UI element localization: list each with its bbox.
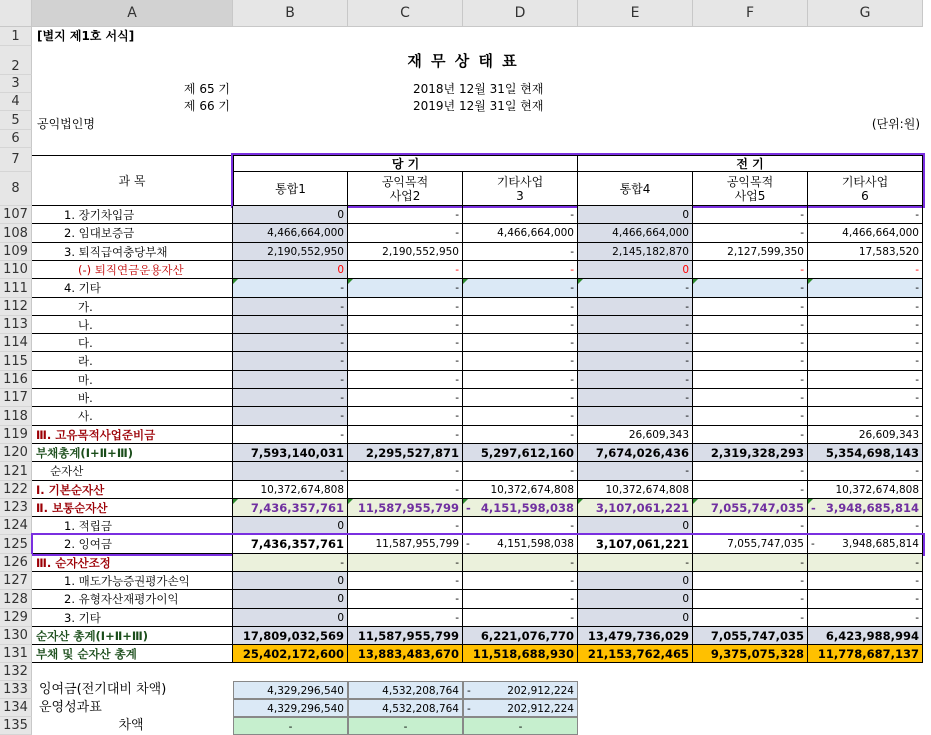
account-label: 사.	[32, 407, 233, 426]
header-account: 과 목	[32, 155, 233, 206]
account-label: 부채총계(Ⅰ+Ⅱ+Ⅲ)	[32, 444, 233, 462]
period-date: 2018년 12월 31일 현재	[413, 82, 544, 96]
row-header[interactable]: 130	[0, 627, 32, 645]
value-cell[interactable]: -	[463, 426, 578, 444]
value-cell[interactable]: -	[348, 334, 463, 352]
value-cell[interactable]: 0	[578, 206, 693, 224]
value-cell[interactable]: -	[348, 261, 463, 279]
value-cell[interactable]: -	[348, 407, 463, 426]
value-cell[interactable]: 4,532,208,764	[348, 681, 463, 699]
value-cell[interactable]: 11,778,687,137	[808, 645, 923, 663]
header-subcolumn: 공익목적 사업2	[348, 172, 463, 206]
value-cell[interactable]: -	[233, 279, 348, 298]
row-header[interactable]: 3	[0, 75, 32, 93]
value-cell[interactable]: -	[808, 334, 923, 352]
value-cell[interactable]: -	[693, 334, 808, 352]
header-previous-period: 전 기	[578, 155, 923, 172]
value-cell[interactable]: 4,329,296,540	[233, 699, 348, 717]
value-cell[interactable]: 3,107,061,221	[578, 535, 693, 554]
period-label: 제 66 기	[183, 99, 230, 113]
value-cell[interactable]: 13,479,736,029	[578, 627, 693, 645]
value-cell[interactable]: -	[578, 371, 693, 389]
row-header[interactable]: 133	[0, 681, 32, 699]
row-header[interactable]: 118	[0, 407, 32, 426]
value-cell[interactable]: 11,587,955,799	[348, 627, 463, 645]
account-label: Ⅲ. 고유목적사업준비금	[32, 426, 233, 444]
value-cell[interactable]: -	[348, 316, 463, 334]
value-cell[interactable]: 2,190,552,950	[348, 243, 463, 261]
value-cell[interactable]: -	[463, 389, 578, 407]
row-header[interactable]: 115	[0, 352, 32, 371]
value-cell[interactable]: 2,127,599,350	[693, 243, 808, 261]
value-cell[interactable]: -	[808, 279, 923, 298]
value-cell[interactable]: - 202,912,224	[463, 681, 578, 699]
row-header[interactable]: 8	[0, 172, 32, 206]
value-cell[interactable]: 7,674,026,436	[578, 444, 693, 462]
value-cell[interactable]: -	[808, 407, 923, 426]
value-cell[interactable]: -	[808, 389, 923, 407]
column-header-E[interactable]: E	[578, 0, 693, 27]
row-header[interactable]: 4	[0, 93, 32, 111]
account-label: 마.	[32, 371, 233, 389]
value-cell[interactable]: -	[693, 261, 808, 279]
column-header-B[interactable]: B	[233, 0, 348, 27]
value-cell[interactable]: - 3,948,685,814	[808, 535, 923, 554]
value-cell[interactable]: -	[693, 316, 808, 334]
header-current-period: 당 기	[233, 155, 578, 172]
value-cell[interactable]: 26,609,343	[578, 426, 693, 444]
value-cell[interactable]: 4,329,296,540	[233, 681, 348, 699]
account-label: 4. 기타	[32, 279, 233, 298]
value-cell[interactable]: -	[693, 554, 808, 572]
column-header-A[interactable]: A	[32, 0, 233, 27]
row-header[interactable]: 128	[0, 590, 32, 609]
value-cell[interactable]: -	[693, 279, 808, 298]
value-cell[interactable]: -	[578, 389, 693, 407]
account-label: 3. 기타	[32, 609, 233, 627]
value-cell[interactable]: 10,372,674,808	[233, 481, 348, 499]
value-cell[interactable]: 0	[233, 590, 348, 609]
row-header[interactable]: 123	[0, 499, 32, 517]
account-label: 가.	[32, 298, 233, 316]
value-cell[interactable]: 0	[233, 572, 348, 590]
error-indicator-icon	[578, 499, 583, 504]
row-header[interactable]: 111	[0, 279, 32, 298]
value-cell[interactable]: -	[693, 407, 808, 426]
value-cell[interactable]: 13,883,483,670	[348, 645, 463, 663]
value-cell[interactable]: -	[578, 316, 693, 334]
value-cell[interactable]: -	[233, 407, 348, 426]
value-cell[interactable]: 10,372,674,808	[808, 481, 923, 499]
value-cell[interactable]: -	[578, 298, 693, 316]
value-cell[interactable]: 9,375,075,328	[693, 645, 808, 663]
account-label: Ⅱ. 보통순자산	[32, 499, 233, 517]
row-header[interactable]: 108	[0, 224, 32, 243]
value-cell[interactable]: 26,609,343	[808, 426, 923, 444]
column-header-C[interactable]: C	[348, 0, 463, 27]
row-header[interactable]: 114	[0, 334, 32, 352]
row-header[interactable]: 2	[0, 46, 32, 75]
value-cell[interactable]: - 4,151,598,038	[463, 499, 578, 517]
value-cell[interactable]: -	[348, 426, 463, 444]
value-cell[interactable]: -	[348, 279, 463, 298]
row-header[interactable]: 127	[0, 572, 32, 590]
error-indicator-icon	[808, 279, 813, 284]
value-cell[interactable]: -	[693, 572, 808, 590]
value-cell[interactable]: -	[463, 371, 578, 389]
row-header[interactable]: 121	[0, 462, 32, 481]
value-cell[interactable]: -	[578, 407, 693, 426]
value-cell[interactable]: - 202,912,224	[463, 699, 578, 717]
row-header[interactable]: 135	[0, 717, 32, 735]
corporation-name-label: 공익법인명	[37, 117, 95, 131]
value-cell[interactable]: -	[693, 224, 808, 243]
row-header[interactable]: 110	[0, 261, 32, 279]
value-cell[interactable]: -	[348, 371, 463, 389]
value-cell[interactable]: -	[348, 352, 463, 371]
value-cell[interactable]: 7,436,357,761	[233, 499, 348, 517]
error-indicator-icon	[693, 499, 698, 504]
error-indicator-icon	[348, 279, 353, 284]
row-header[interactable]: 112	[0, 298, 32, 316]
value-cell[interactable]: 0	[578, 517, 693, 535]
error-indicator-icon	[348, 499, 353, 504]
value-cell[interactable]: -	[693, 371, 808, 389]
value-cell[interactable]: -	[463, 298, 578, 316]
value-cell[interactable]: -	[578, 462, 693, 481]
row-header[interactable]: 7	[0, 148, 32, 172]
period-date: 2019년 12월 31일 현재	[413, 99, 544, 113]
column-header-D[interactable]: D	[463, 0, 578, 27]
value-cell[interactable]: -	[233, 462, 348, 481]
row-header[interactable]: 124	[0, 517, 32, 535]
header-subcolumn: 통합4	[578, 172, 693, 206]
row-header[interactable]: 134	[0, 699, 32, 717]
value-cell[interactable]: 11,587,955,799	[348, 499, 463, 517]
error-indicator-icon	[233, 279, 238, 284]
value-cell[interactable]: 4,466,664,000	[808, 224, 923, 243]
value-cell[interactable]: -	[463, 206, 578, 224]
value-cell[interactable]: -	[348, 224, 463, 243]
value-cell[interactable]: -	[348, 590, 463, 609]
value-cell[interactable]: - 4,151,598,038	[463, 535, 578, 554]
value-cell[interactable]: -	[233, 371, 348, 389]
value-cell[interactable]: 3,107,061,221	[578, 499, 693, 517]
value-cell[interactable]: -	[693, 517, 808, 535]
value-cell[interactable]: 5,354,698,143	[808, 444, 923, 462]
value-cell[interactable]: 11,587,955,799	[348, 535, 463, 554]
value-cell[interactable]: -	[808, 462, 923, 481]
value-cell[interactable]: -	[348, 481, 463, 499]
value-cell[interactable]: -	[348, 554, 463, 572]
value-cell[interactable]: 17,583,520	[808, 243, 923, 261]
header-subcolumn: 통합1	[233, 172, 348, 206]
account-label: 차액	[118, 718, 144, 733]
value-cell[interactable]: -	[233, 717, 348, 735]
account-label: 바.	[32, 389, 233, 407]
row-header[interactable]: 5	[0, 111, 32, 130]
value-cell[interactable]: -	[808, 609, 923, 627]
value-cell[interactable]: -	[578, 352, 693, 371]
account-label: 2. 잉여금	[32, 535, 233, 554]
value-cell[interactable]: -	[808, 316, 923, 334]
value-cell[interactable]: -	[348, 572, 463, 590]
header-subcolumn: 기타사업 3	[463, 172, 578, 206]
row-header[interactable]: 132	[0, 663, 32, 681]
value-cell[interactable]: 0	[578, 572, 693, 590]
value-cell[interactable]: 0	[233, 517, 348, 535]
account-label: 잉여금(전기대비 차액)	[39, 682, 167, 697]
column-header-F[interactable]: F	[693, 0, 808, 27]
account-label: 2. 유형자산재평가이익	[32, 590, 233, 609]
value-cell[interactable]: -	[578, 334, 693, 352]
value-cell[interactable]: -	[808, 371, 923, 389]
value-cell[interactable]: 17,809,032,569	[233, 627, 348, 645]
value-cell[interactable]: -	[808, 298, 923, 316]
row-header[interactable]: 1	[0, 27, 32, 46]
error-indicator-icon	[693, 279, 698, 284]
value-cell[interactable]: 5,297,612,160	[463, 444, 578, 462]
value-cell[interactable]: -	[463, 462, 578, 481]
account-label: 1. 적립금	[32, 517, 233, 535]
value-cell[interactable]: -	[808, 517, 923, 535]
error-indicator-icon	[233, 499, 238, 504]
value-cell[interactable]: 0	[578, 590, 693, 609]
form-label: [별지 제1호 서식]	[37, 29, 135, 43]
value-cell[interactable]: -	[348, 517, 463, 535]
value-cell[interactable]: -	[233, 298, 348, 316]
account-label: 순자산 총계(Ⅰ+Ⅱ+Ⅲ)	[32, 627, 233, 645]
value-cell[interactable]: 7,436,357,761	[233, 535, 348, 554]
account-label: 1. 장기차입금	[32, 206, 233, 224]
account-label: (-) 퇴직연금운용자산	[32, 261, 233, 279]
value-cell[interactable]: -	[463, 352, 578, 371]
row-header[interactable]: 122	[0, 481, 32, 499]
error-indicator-icon	[463, 279, 468, 284]
period-label: 제 65 기	[183, 82, 230, 96]
value-cell[interactable]: -	[463, 590, 578, 609]
column-header-G[interactable]: G	[808, 0, 923, 27]
value-cell[interactable]: 7,593,140,031	[233, 444, 348, 462]
account-label: Ⅲ. 순자산조정	[32, 554, 233, 572]
row-header[interactable]: 107	[0, 206, 32, 224]
error-indicator-icon	[463, 499, 468, 504]
value-cell[interactable]: -	[463, 554, 578, 572]
account-label: 순자산	[32, 462, 233, 481]
error-indicator-icon	[808, 499, 813, 504]
value-cell[interactable]: 0	[578, 609, 693, 627]
value-cell[interactable]: 4,532,208,764	[348, 699, 463, 717]
value-cell[interactable]: -	[463, 517, 578, 535]
value-cell[interactable]: -	[463, 407, 578, 426]
value-cell[interactable]: -	[808, 590, 923, 609]
value-cell[interactable]: 21,153,762,465	[578, 645, 693, 663]
account-label: 1. 매도가능증권평가손익	[32, 572, 233, 590]
value-cell[interactable]: 0	[233, 206, 348, 224]
account-label: 2. 임대보증금	[32, 224, 233, 243]
error-indicator-icon	[578, 279, 583, 284]
value-cell[interactable]: 7,055,747,035	[693, 627, 808, 645]
value-cell[interactable]: 11,518,688,930	[463, 645, 578, 663]
select-all-corner[interactable]	[0, 0, 32, 27]
value-cell[interactable]: 0	[578, 261, 693, 279]
row-header[interactable]: 6	[0, 130, 32, 148]
row-header[interactable]: 131	[0, 645, 32, 663]
value-cell[interactable]: -	[233, 389, 348, 407]
value-cell[interactable]: 10,372,674,808	[463, 481, 578, 499]
row-header[interactable]: 125	[0, 535, 32, 554]
value-cell[interactable]: -	[693, 206, 808, 224]
value-cell[interactable]: -	[578, 554, 693, 572]
value-cell[interactable]: 4,466,664,000	[463, 224, 578, 243]
value-cell[interactable]: -	[348, 462, 463, 481]
value-cell[interactable]: -	[693, 352, 808, 371]
account-label: 운영성과표	[39, 700, 102, 715]
row-header[interactable]: 113	[0, 316, 32, 334]
value-cell[interactable]: -	[808, 206, 923, 224]
row-header[interactable]: 120	[0, 444, 32, 462]
row-header[interactable]: 126	[0, 554, 32, 572]
header-subcolumn: 기타사업 6	[808, 172, 923, 206]
value-cell[interactable]: -	[463, 609, 578, 627]
value-cell[interactable]: -	[348, 298, 463, 316]
row-header[interactable]: 109	[0, 243, 32, 261]
header-subcolumn: 공익목적 사업5	[693, 172, 808, 206]
value-cell[interactable]: - 3,948,685,814	[808, 499, 923, 517]
value-cell[interactable]: 7,055,747,035	[693, 499, 808, 517]
value-cell[interactable]: -	[693, 590, 808, 609]
value-cell[interactable]: 6,221,076,770	[463, 627, 578, 645]
value-cell[interactable]: -	[693, 389, 808, 407]
value-cell[interactable]: -	[233, 426, 348, 444]
value-cell[interactable]: -	[808, 352, 923, 371]
value-cell[interactable]: 2,295,527,871	[348, 444, 463, 462]
value-cell[interactable]: 6,423,988,994	[808, 627, 923, 645]
account-label: 3. 퇴직급여충당부채	[32, 243, 233, 261]
value-cell[interactable]: -	[463, 261, 578, 279]
value-cell[interactable]: -	[693, 609, 808, 627]
value-cell[interactable]: -	[348, 717, 463, 735]
account-label: 부채 및 순자산 총계	[32, 645, 233, 663]
value-cell[interactable]: -	[348, 609, 463, 627]
value-cell[interactable]: -	[463, 717, 578, 735]
value-cell[interactable]: -	[233, 316, 348, 334]
account-label: 라.	[32, 352, 233, 371]
value-cell[interactable]: -	[808, 572, 923, 590]
value-cell[interactable]: -	[693, 298, 808, 316]
value-cell[interactable]: -	[463, 316, 578, 334]
row-header[interactable]: 119	[0, 426, 32, 444]
value-cell[interactable]: -	[348, 389, 463, 407]
value-cell[interactable]: 4,466,664,000	[578, 224, 693, 243]
value-cell[interactable]: -	[578, 279, 693, 298]
value-cell[interactable]: -	[808, 554, 923, 572]
value-cell[interactable]: -	[463, 279, 578, 298]
value-cell[interactable]: -	[808, 261, 923, 279]
value-cell[interactable]: 0	[233, 609, 348, 627]
value-cell[interactable]: 25,402,172,600	[233, 645, 348, 663]
row-header[interactable]: 117	[0, 389, 32, 407]
account-label: 나.	[32, 316, 233, 334]
page-title: 재 무 상 태 표	[407, 52, 519, 70]
value-cell[interactable]: -	[463, 572, 578, 590]
value-cell[interactable]: -	[693, 462, 808, 481]
row-header[interactable]: 129	[0, 609, 32, 627]
value-cell[interactable]: 2,190,552,950	[233, 243, 348, 261]
value-cell[interactable]: -	[233, 334, 348, 352]
value-cell[interactable]: 4,466,664,000	[233, 224, 348, 243]
value-cell[interactable]: -	[463, 243, 578, 261]
value-cell[interactable]: -	[693, 426, 808, 444]
value-cell[interactable]: -	[693, 481, 808, 499]
account-label: Ⅰ. 기본순자산	[32, 481, 233, 499]
row-header[interactable]: 116	[0, 371, 32, 389]
account-label: 다.	[32, 334, 233, 352]
value-cell[interactable]: -	[233, 554, 348, 572]
value-cell[interactable]: 7,055,747,035	[693, 535, 808, 554]
value-cell[interactable]: -	[463, 334, 578, 352]
value-cell[interactable]: 0	[233, 261, 348, 279]
value-cell[interactable]: 2,319,328,293	[693, 444, 808, 462]
value-cell[interactable]: 10,372,674,808	[578, 481, 693, 499]
unit-label: (단위:원)	[871, 117, 920, 131]
value-cell[interactable]: -	[233, 352, 348, 371]
value-cell[interactable]: 2,145,182,870	[578, 243, 693, 261]
value-cell[interactable]: -	[348, 206, 463, 224]
